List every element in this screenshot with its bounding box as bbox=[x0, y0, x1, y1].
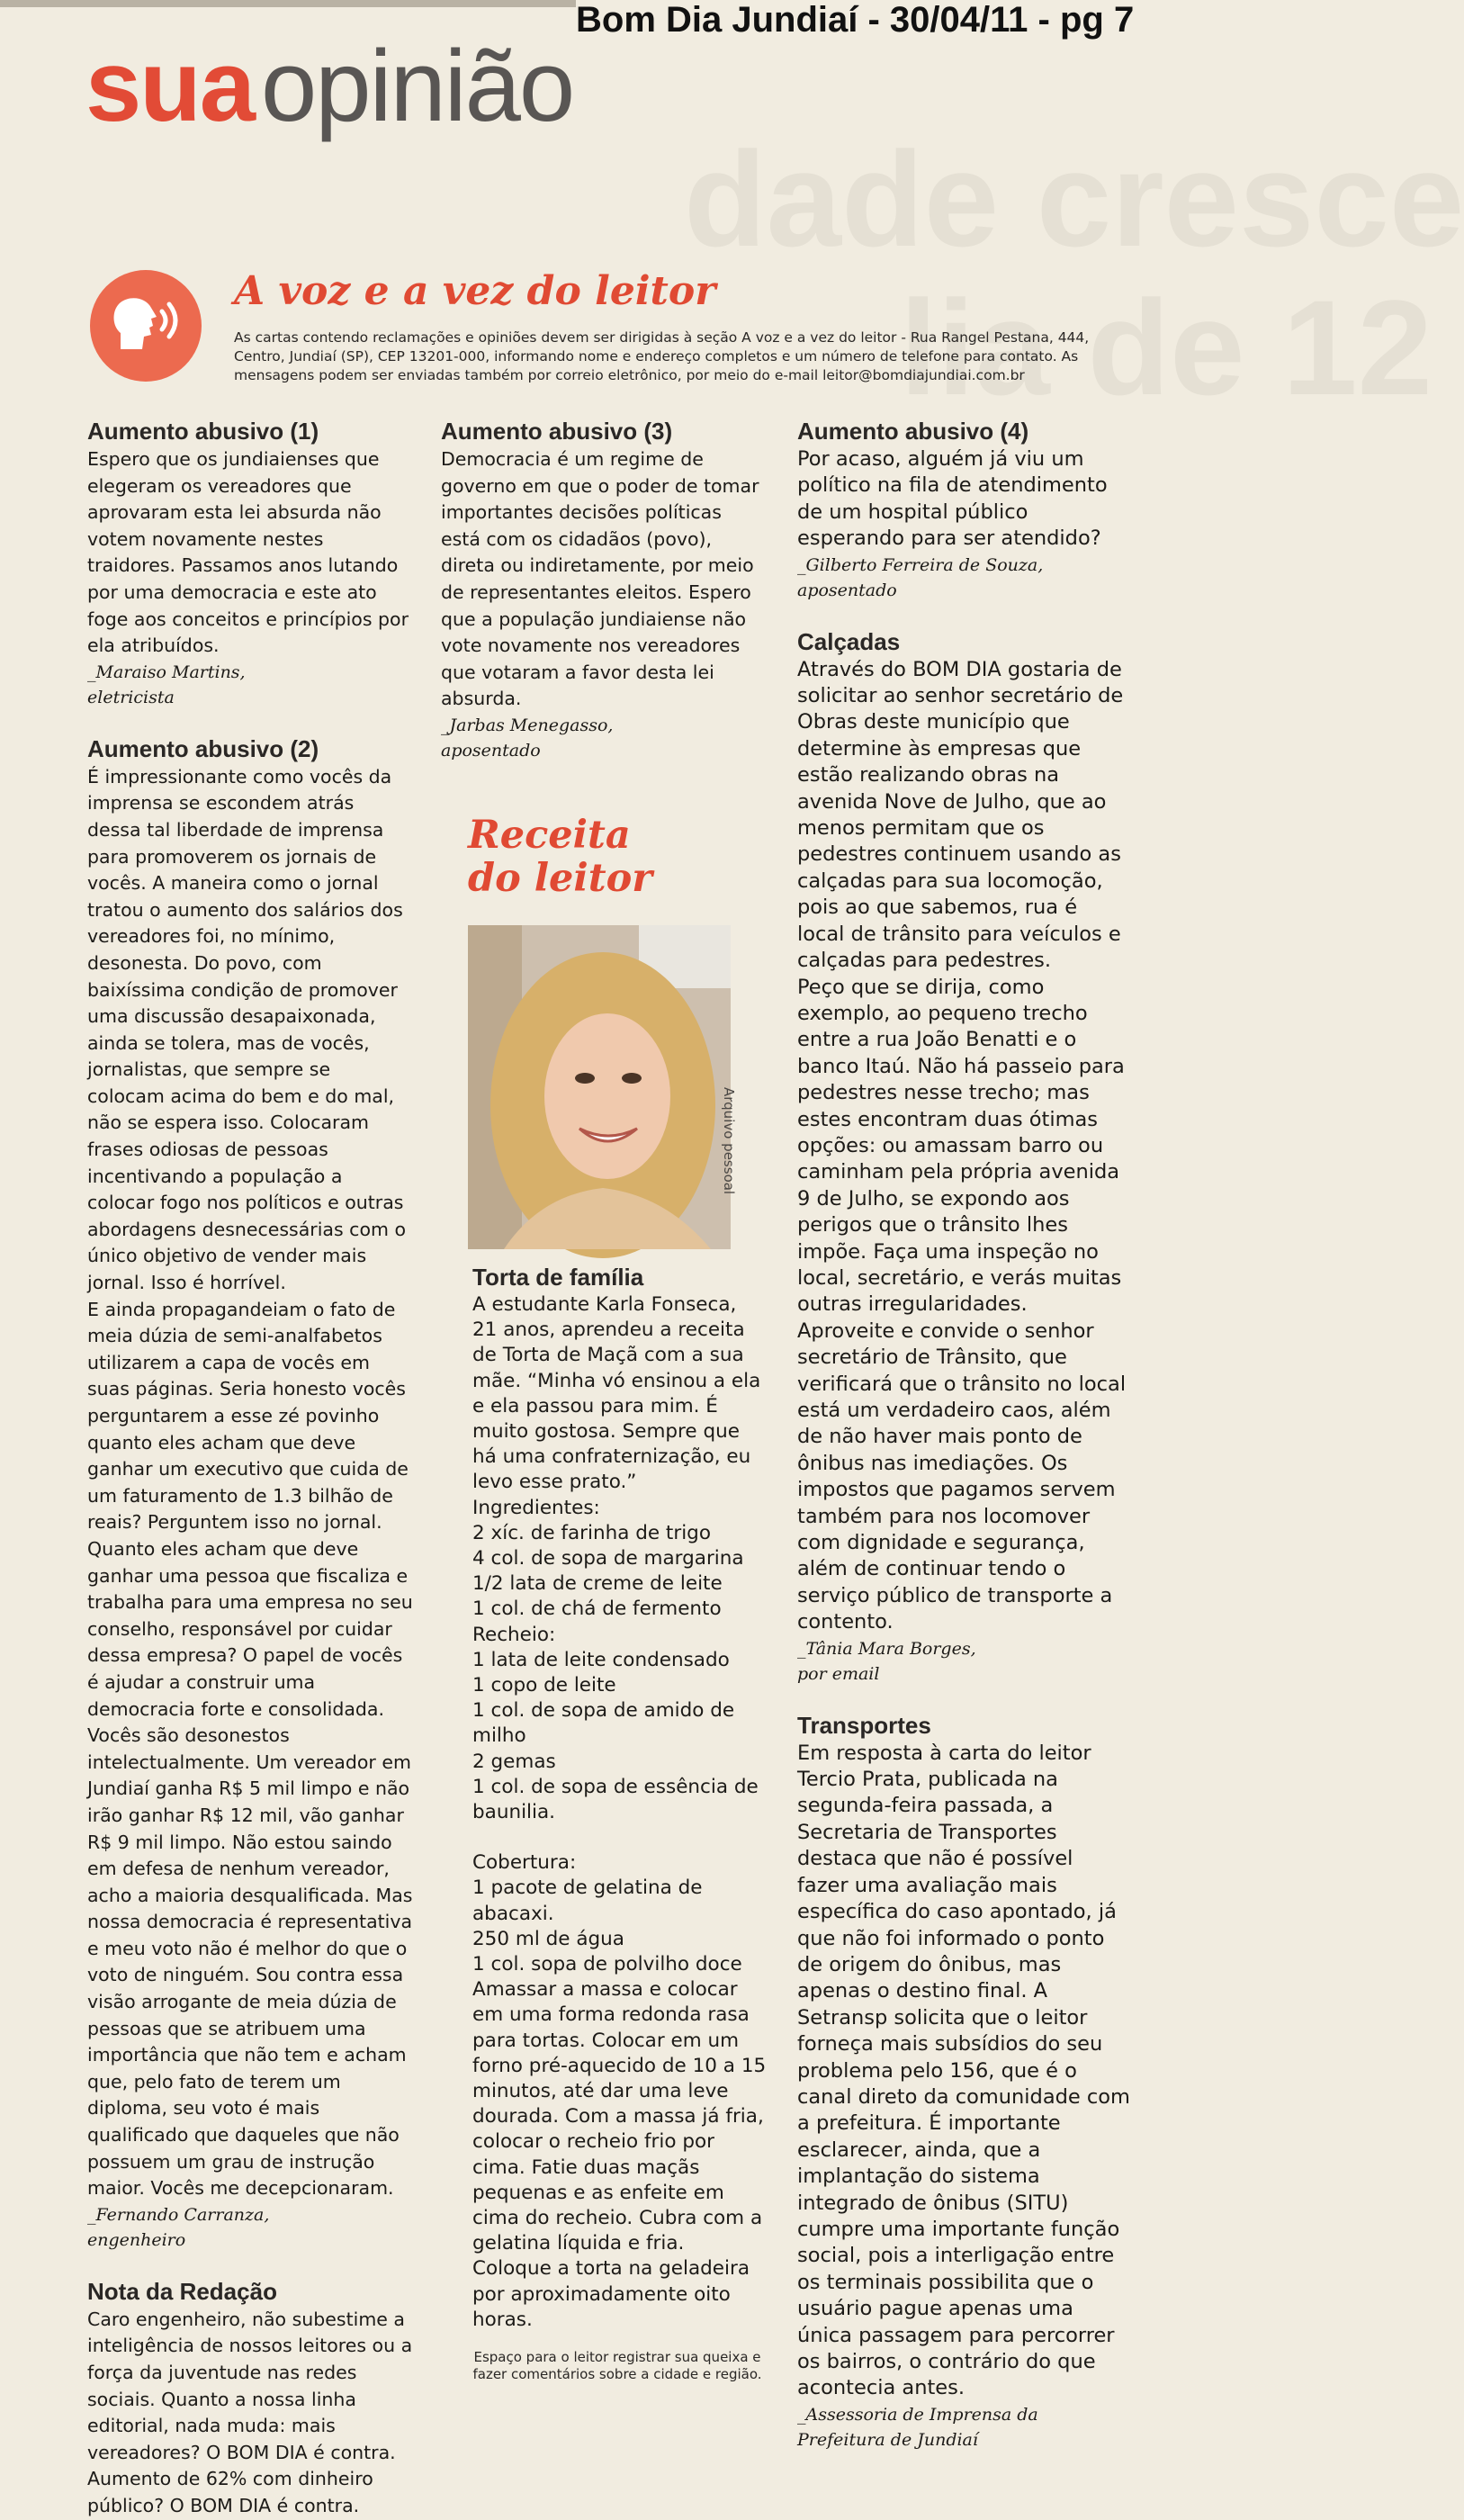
topping-list bbox=[472, 1876, 767, 1977]
recipe-section-title bbox=[468, 814, 767, 900]
letter-body: Democracia é um regime de governo em que o poder de tomar importantes decisões políticas está com os cidadãos (povo), direta ou indiretamente, por meio de representantes eleitos. Espero que a população jundiaiense não vote novamente nos vereadores que votaram a favor desta lei absurda. bbox=[441, 448, 759, 710]
spacer bbox=[797, 603, 1130, 626]
letter-author: _Fernando Carranza, bbox=[87, 2204, 270, 2225]
letter-author-role: por email bbox=[797, 1663, 880, 1684]
letter-body: Espero que os jundiaienses que elegeram os vereadores que aprovaram esta lei absurda não votem novamente nestes traidores. Passamos anos lutando por uma democracia e este ato foge aos conceitos e princípios por ela atribuídos. bbox=[87, 448, 409, 657]
recipe-title-line2: do leitor bbox=[468, 855, 652, 901]
letter-aumento-abusivo-1 bbox=[87, 416, 413, 710]
letter-author: _Tânia Mara Borges, bbox=[797, 1638, 976, 1659]
letter-paragraph: Através do BOM DIA gostaria de solicitar ao senhor secretário de Obras deste município que determine às empresas que estão realizando obras na avenida Nove de Julho, que ao menos permitam que os pedestres continuem usando as calçadas para sua locomoção, pois ao que sabemos, rua é local de trânsito para veículos e calçadas para pedestres. bbox=[797, 657, 1124, 973]
photo-credit: Arquivo pessoal bbox=[721, 1086, 737, 1195]
letter-title: Aumento abusivo (2) bbox=[87, 734, 319, 762]
letter-calcadas bbox=[797, 626, 1130, 1687]
filling-label: Recheio: bbox=[472, 1623, 556, 1646]
list-item: 2 gemas bbox=[472, 1750, 556, 1773]
letter-author-role: aposentado bbox=[797, 580, 897, 600]
letter-author-role: engenheiro bbox=[87, 2229, 186, 2250]
spacer bbox=[472, 1825, 767, 1850]
note-title: Nota da Redação bbox=[87, 2277, 277, 2305]
reader-photo bbox=[468, 925, 731, 1249]
list-item: 1 pacote de gelatina de abacaxi. bbox=[472, 1876, 703, 1925]
voice-section-intro: As cartas contendo reclamações e opiniões devem ser dirigidas à seção A voz e a vez do leitor - Rua Rangel Pestana, 444, Centro, Jundiaí (SP), CEP 13201-000, informando nome e endereço completos e um número de telefone para contato. As mensagens podem ser enviadas também por correio eletrônico, por meio do e-mail leitor@bomdiajundiai.com.br bbox=[234, 329, 1090, 383]
voice-section-title: A voz e a vez do leitor bbox=[234, 268, 716, 314]
section-caption: Espaço para o leitor registrar sua queixa e fazer comentários sobre a cidade e região. bbox=[472, 2349, 762, 2383]
page-tag: Bom Dia Jundiaí - 30/04/11 - pg 7 bbox=[576, 0, 1135, 40]
column-3 bbox=[797, 416, 1130, 2452]
masthead-opiniao: opinião bbox=[261, 30, 574, 142]
letter-author-role: aposentado bbox=[441, 740, 541, 760]
editorial-note bbox=[87, 2276, 413, 2520]
ingredients-label: Ingredientes: bbox=[472, 1496, 600, 1519]
speaking-head-icon bbox=[90, 270, 202, 382]
letter-paragraph: E ainda propagandeiam o fato de meia dúzia de semi-analfabetos utilizarem a capa de vocês em suas páginas. Seria honesto vocês perguntarem a esse zé povinho quanto eles acham que deve ganhar um executivo que cuida de um faturamento de 1.3 bilhão de reais? Perguntem isso no jornal. Quanto eles acham que deve ganhar uma pessoa que fiscaliza e trabalha para uma empresa no seu conselho, responsável por cuidar dessa empresa? O papel de vocês é ajudar a construir uma democracia forte e consolidada. Vocês são desonestos intelectualmente. Um vereador em Jundiaí ganha R$ 5 mil limpo e não irão ganhar R$ 12 mil, vão ganhar R$ 9 mil limpo. Não estou saindo em defesa de nenhum vereador, acho a maioria desqualificada. Mas nossa democracia é representativa e meu voto não é melhor do que o voto de ninguém. Sou contra essa visão arrogante de meia dúzia de pessoas que se atribuem uma importância que não tem e acham que, pelo fato de terem um diploma, seu voto é mais qualificado que daqueles que não possuem um grau de instrução maior. Vocês me decepcionaram. bbox=[87, 1298, 413, 2200]
letter-paragraph: Peço que se dirija, como exemplo, ao pequeno trecho entre a rua João Benatti e o banco Itaú. Não há passeio para pedestres nesse trecho; mas estes encontram duas ótimas opções: ou amassam barro ou caminham pela própria avenida 9 de Julho, se expondo aos perigos que o trânsito lhes impõe. Faça uma inspeção no local, secretário, e verás muitas outras irregularidades. bbox=[797, 975, 1125, 1317]
recipe-title-line1: Receita bbox=[468, 812, 631, 858]
letter-title: Aumento abusivo (1) bbox=[87, 418, 319, 445]
list-item: 1 col. sopa de polvilho doce bbox=[472, 1953, 742, 1976]
letter-aumento-abusivo-3 bbox=[441, 416, 767, 763]
column-1 bbox=[87, 416, 413, 2520]
letter-title: Calçadas bbox=[797, 627, 901, 655]
letter-transportes bbox=[797, 1710, 1130, 2452]
recipe-dish-title: Torta de família bbox=[472, 1263, 644, 1291]
letter-title: Aumento abusivo (4) bbox=[797, 418, 1029, 445]
recipe-intro: A estudante Karla Fonseca, 21 anos, aprendeu a receita de Torta de Maçã com a sua mãe. “Minha vó ensinou a ela e ela passou para mim. É muito gostosa. Sempre que há uma confraternização, eu levo esse prato.” bbox=[472, 1292, 761, 1494]
letter-author: _Assessoria de Imprensa da bbox=[797, 2404, 1038, 2425]
list-item: 4 col. de sopa de margarina bbox=[472, 1546, 744, 1570]
topping-label: Cobertura: bbox=[472, 1851, 577, 1875]
recipe-photo-block bbox=[468, 925, 767, 1255]
letter-body: Em resposta à carta do leitor Tercio Prata, publicada na segunda-feira passada, a Secretaria de Transportes destaca que não é possível fazer uma avaliação mais específica do caso apontado, já que não foi informado o ponto de origem do ônibus, mas apenas o destino final. A Setransp solicita que o leitor forneça mais subsídios do seu problema pelo 156, que é o canal direto da comunidade com a prefeitura. É importante esclarecer, ainda, que a implantação do sistema integrado de ônibus (SITU) cumpre uma importante função social, pois a interligação entre os terminais possibilita que o usuário pague apenas uma única passagem para percorrer os bairros, o contrário do que acontecia antes. bbox=[797, 1741, 1130, 2400]
spacer bbox=[87, 2253, 413, 2276]
list-item: 1 col. de sopa de essência de baunilia. bbox=[472, 1775, 759, 1823]
letter-paragraph: É impressionante como vocês da imprensa se escondem atrás dessa tal liberdade de imprensa para promoverem os jornais de vocês. A maneira como o jornal tratou o aumento dos salários dos vereadores foi, no mínimo, desonesta. Do povo, com baixíssima condição de promover uma discussão desapaixonada, ainda se tolera, mas de vocês, jornalistas, que sempre se colocam acima do bem e do mal, não se espera isso. Colocaram frases odiosas de pessoas incentivando a população a colocar fogo nos políticos e outras abordagens desnecessárias com o único objetivo de vender mais jornal. Isso é horrível. bbox=[87, 765, 407, 1294]
list-item: 2 xíc. de farinha de trigo bbox=[472, 1521, 711, 1544]
list-item: 1 col. de sopa de amido de milho bbox=[472, 1699, 735, 1748]
masthead-sua: sua bbox=[85, 30, 254, 142]
section-masthead bbox=[85, 30, 574, 142]
recipe-body bbox=[472, 1262, 767, 2333]
letter-author: _Jarbas Menegasso, bbox=[441, 715, 614, 735]
list-item: 250 ml de água bbox=[472, 1927, 624, 1950]
top-rule bbox=[0, 0, 576, 7]
letter-aumento-abusivo-4 bbox=[797, 416, 1130, 603]
spacer bbox=[797, 1687, 1130, 1710]
letter-title: Aumento abusivo (3) bbox=[441, 418, 673, 445]
background-headline-1: dade cresce bbox=[684, 123, 1464, 274]
background-headline-2: lia de 12 bbox=[900, 272, 1433, 423]
list-item: 1/2 lata de creme de leite bbox=[472, 1572, 723, 1596]
ingredients-list bbox=[472, 1521, 767, 1623]
letter-paragraph: Aproveite e convide o senhor secretário de Trânsito, que verificará que o trânsito no local está um verdadeiro caos, além de não haver mais ponto de ônibus nas imediações. Os impostos que pagamos servem também para nos locomover com dignidade e segurança, além de continuar tendo o serviço público de transporte a contento. bbox=[797, 1318, 1127, 1634]
spacer bbox=[87, 710, 413, 734]
list-item: 1 copo de leite bbox=[472, 1673, 616, 1696]
letter-author: _Maraiso Martins, bbox=[87, 662, 246, 682]
letter-title: Transportes bbox=[797, 1711, 931, 1739]
letter-aumento-abusivo-2 bbox=[87, 734, 413, 2253]
filling-list bbox=[472, 1648, 767, 1825]
letter-body: Por acaso, alguém já viu um político na fila de atendimento de um hospital público esperando para ser atendido? bbox=[797, 447, 1108, 551]
letter-author: _Gilberto Ferreira de Souza, bbox=[797, 554, 1044, 575]
letter-author-role: eletricista bbox=[87, 687, 175, 707]
letter-author-role: Prefeitura de Jundiaí bbox=[797, 2429, 978, 2450]
column-2 bbox=[441, 416, 767, 2383]
note-body: Caro engenheiro, não subestime a inteligência de nossos leitores ou a força da juventude nas redes sociais. Quanto a nossa linha editorial, nada muda: mais vereadores? O BOM DIA é contra. Aumento de 62% com dinheiro público? O BOM DIA é contra. bbox=[87, 2308, 413, 2516]
list-item: 1 col. de chá de fermento bbox=[472, 1598, 722, 1621]
list-item: 1 lata de leite condensado bbox=[472, 1648, 730, 1671]
recipe-method: Amassar a massa e colocar em uma forma redonda rasa para tortas. Colocar em um forno pré-aquecido de 10 a 15 minutos, até dar uma leve dourada. Com a massa já fria, colocar o recheio frio por cima. Fatie duas maçãs pequenas e as enfeite em cima do recheio. Cubra com a gelatina líquida e fria. Coloque a torta na geladeira por aproximadamente oito horas. bbox=[472, 1978, 767, 2331]
